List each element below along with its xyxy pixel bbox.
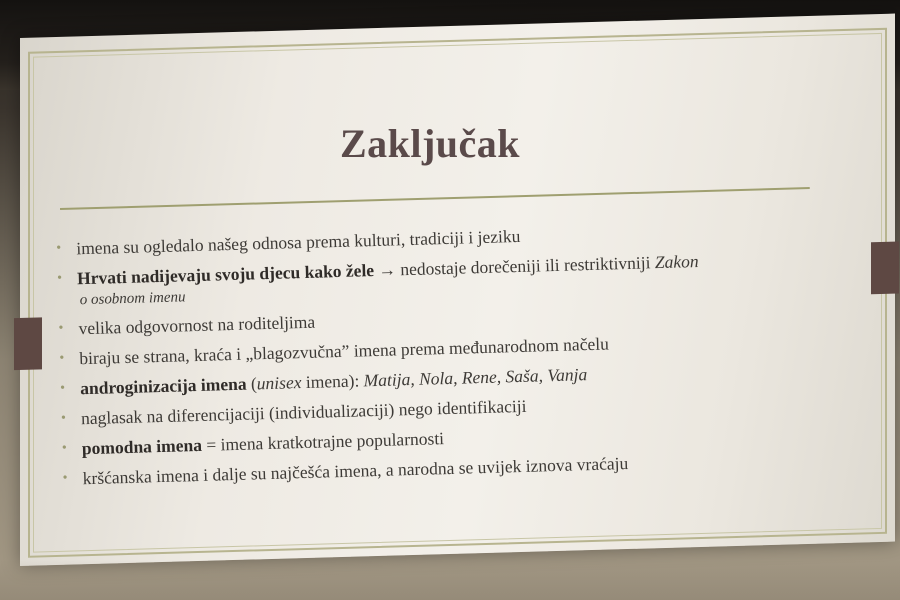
- bullet-text: kršćanska imena i dalje su najčešća imena, a narodna se uvijek iznova vraćaju: [82, 453, 629, 489]
- bullet-bold-text: Hrvati nadijevaju svoju djecu kako žele: [76, 260, 375, 289]
- bullet-text: = imena kratkotrajne popularnosti: [201, 428, 445, 455]
- bullet-dot-icon: •: [60, 410, 67, 426]
- bullet-bold-text: androginizacija imena: [79, 373, 247, 399]
- bullet-text: imena):: [301, 370, 364, 393]
- bullet-dot-icon: •: [56, 270, 63, 286]
- bullet-italic-text: unisex: [256, 372, 302, 394]
- bullet-dot-icon: •: [58, 320, 64, 336]
- slide-side-tab-right: [871, 241, 899, 294]
- bullet-text: velika odgovornost na roditeljima: [78, 311, 316, 339]
- bullet-continuation: o osobnom imenu: [79, 289, 186, 309]
- slide-side-tab-left: [14, 317, 42, 370]
- bullet-italic-names: Matija, Nola, Rene, Saša, Vanja: [363, 364, 588, 391]
- bullet-dot-icon: •: [62, 470, 68, 486]
- floor-shadow: [0, 560, 900, 600]
- bullet-dot-icon: •: [61, 440, 67, 456]
- bullet-list: [52, 216, 859, 498]
- bullet-dot-icon: •: [59, 350, 65, 366]
- bullet-dot-icon: •: [59, 380, 66, 396]
- bullet-dot-icon: •: [56, 240, 62, 256]
- bullet-text: imena su ogledalo našeg odnosa prema kulturi, tradiciji i jeziku: [76, 225, 521, 259]
- bullet-text: → nedostaje dorečeniji ili restriktivniji: [373, 252, 656, 281]
- bullet-text: biraju se strana, kraća i „blagozvučna” imena prema međunarodnom načelu: [79, 333, 610, 369]
- bullet-text: naglasak na diferencijaciji (individualizaciji) nego identifikaciji: [80, 395, 527, 429]
- bullet-text: (: [246, 373, 258, 394]
- slide-title: Zaključak: [339, 121, 521, 166]
- bullet-italic-text: Zakon: [654, 250, 699, 273]
- bullet-bold-text: pomodna imena: [81, 434, 203, 459]
